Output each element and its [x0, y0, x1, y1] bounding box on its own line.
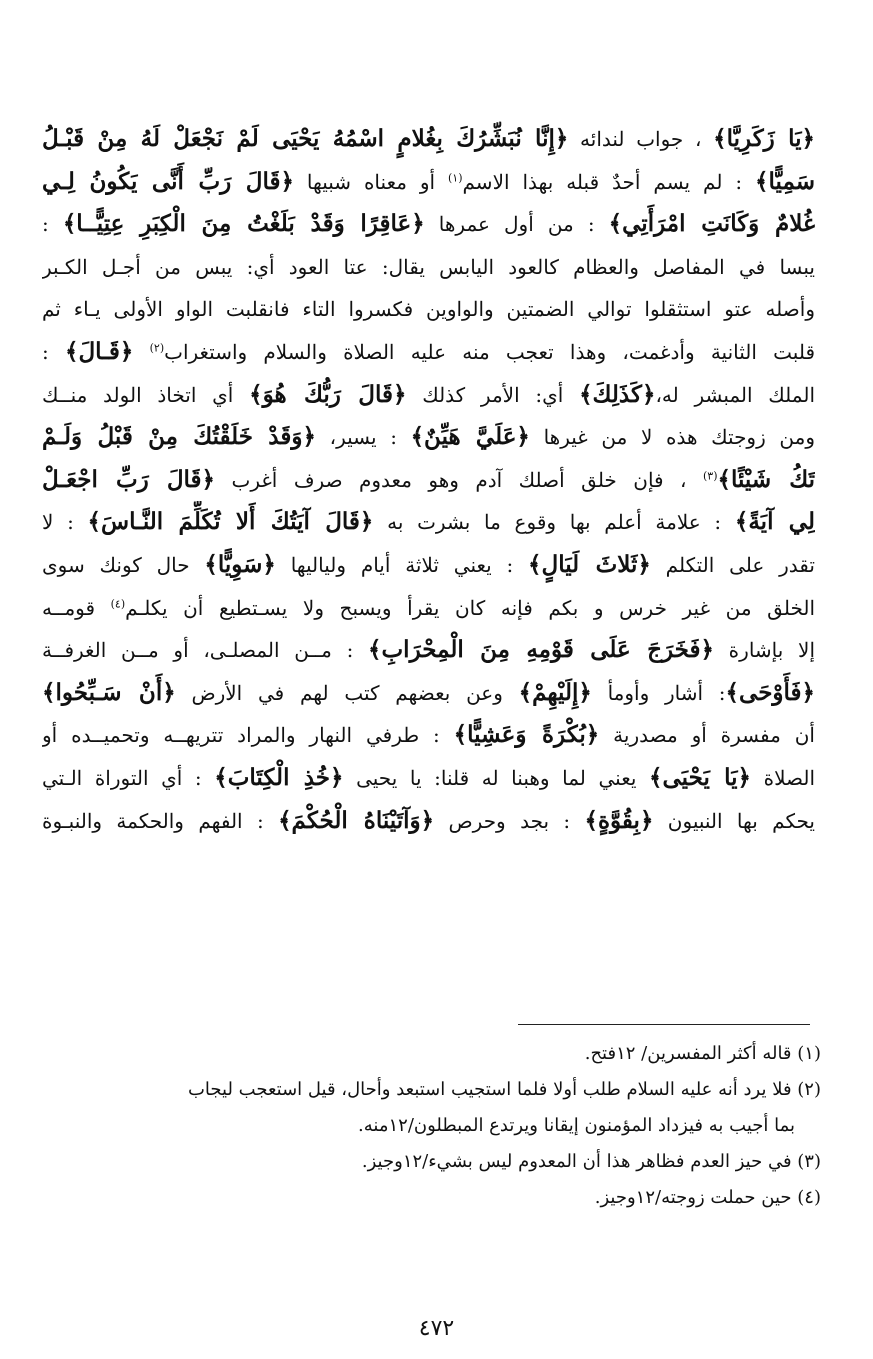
quran-quote: ﴿قَالَ رَبُّكَ هُوَ﴾ — [249, 380, 407, 408]
text-line — [42, 416, 815, 459]
text-line — [42, 288, 815, 331]
text-line — [42, 629, 815, 672]
commentary-span: : الفهم والحكمة والنبـوة — [42, 808, 279, 833]
commentary-span: يبسا في المفاصل والعظام كالعود اليابس يقال: عتا العود أي: يبس من أجـل الكـبر — [42, 254, 815, 279]
commentary-text — [42, 118, 815, 842]
text-line — [42, 544, 815, 587]
commentary-span: : يعني ثلاثة أيام ولياليها — [275, 552, 529, 577]
quran-quote: ﴿إِنَّا نُبَشِّرُكَ بِغُلامٍ اسْمُهُ يَحْيَى لَمْ نَجْعَلْ لَهُ مِنْ قَبْـلُ — [42, 125, 569, 152]
commentary-span: : لم يسم أحدٌ قبله بهذا الاسم — [462, 169, 756, 194]
quran-quote: ﴿يَا يَحْيَى﴾ — [649, 763, 752, 791]
text-line — [42, 757, 815, 800]
commentary-span: تقدر على التكلم — [650, 552, 815, 577]
quran-quote: تَكُ شَيْئًا﴾ — [717, 465, 815, 493]
footnote-ref: (٢) — [149, 341, 165, 355]
text-line — [42, 161, 815, 204]
commentary-span: الصلاة — [751, 765, 815, 790]
text-line — [42, 459, 815, 502]
quran-quote: ﴿وَقَدْ خَلَقْتُكَ مِنْ قَبْلُ وَلَـمْ — [42, 423, 316, 451]
commentary-span — [133, 340, 149, 364]
commentary-span: الملك المبشر له، — [655, 382, 815, 407]
quran-quote: ﴿يَا زَكَرِيَّا﴾ — [713, 125, 815, 152]
commentary-span: أي اتخاذ الولد منــك — [42, 382, 250, 407]
quran-quote: غُلامٌ وَكَانَتِ امْرَأَتِي﴾ — [608, 210, 815, 238]
quran-quote: ﴿قَالَ رَبِّ اجْعَـلْ — [42, 465, 216, 493]
commentary-span: : مــن المصلـى، أو مــن الغرفــة — [42, 638, 369, 663]
commentary-span: وأصله عتو استثقلوا توالي الضمتين والواوين فكسروا التاء فانقلبت الواو الأولى يـاء ثم — [42, 297, 815, 322]
footnotes — [42, 1036, 821, 1216]
commentary-span: إلا بإشارة — [713, 638, 815, 663]
footnote-3: (٣) في حيز العدم فظاهر هذا أن المعدوم ليس بشيء/١٢وجيز. — [361, 1151, 821, 1172]
text-line — [42, 374, 815, 417]
quran-quote: ﴿فَأَوْحَى﴾ — [725, 678, 815, 706]
commentary-span: حال كونك سوى — [42, 552, 205, 577]
footnote-ref: (٤) — [110, 596, 126, 610]
quran-quote: ﴿ثَلاثَ لَيَالٍ﴾ — [528, 550, 651, 578]
commentary-span: : علامة أعلم بها وقوع ما بشرت به — [373, 510, 735, 535]
page-number: ٤٧٢ — [418, 1316, 455, 1341]
commentary-span: وعن بعضهم كتب لهم في الأرض — [175, 680, 519, 705]
commentary-span: قومــه — [42, 595, 111, 620]
commentary-span: : — [42, 212, 63, 237]
commentary-span: : — [42, 339, 65, 364]
text-line — [42, 246, 815, 289]
footnote-1: (١) قاله أكثر المفسرين/ ١٢فتح. — [584, 1043, 821, 1064]
commentary-span: : أي التوراة الـتي — [42, 765, 215, 790]
commentary-span: قلبت الثانية وأدغمت، وهذا تعجب منه عليه الصلاة والسلام واستغراب — [164, 339, 815, 364]
commentary-span: : لا — [42, 510, 88, 535]
footnote-4: (٤) حين حملت زوجته/١٢وجيز. — [594, 1187, 821, 1208]
quran-quote: لِي آيَةً﴾ — [734, 508, 815, 536]
commentary-span: ، فإن خلق أصلك آدم وهو معدوم صرف أغرب — [215, 467, 703, 492]
text-line — [42, 800, 815, 843]
footnote-divider — [518, 1024, 810, 1025]
text-line — [42, 672, 815, 715]
quran-quote: ﴿بُكْرَةً وَعَشِيًّا﴾ — [453, 721, 600, 749]
text-line — [42, 203, 815, 246]
footnote-ref: (٣) — [702, 469, 718, 483]
commentary-span: ومن زوجتك هذه لا من غيرها — [529, 425, 815, 450]
commentary-span: أن مفسرة أو مصدرية — [599, 723, 815, 748]
commentary-span: أو معناه شبيها — [293, 169, 448, 194]
commentary-span: يحكم بها النبيون — [653, 808, 815, 833]
quran-quote: ﴿بِقُوَّةٍ﴾ — [584, 806, 654, 834]
quran-quote: ﴿وَآتَيْنَاهُ الْحُكْمَ﴾ — [278, 806, 435, 834]
quran-quote: ﴿قَالَ رَبِّ أَنَّى يَكُونُ لِـي — [42, 167, 294, 195]
text-line — [42, 118, 815, 161]
text-line — [42, 331, 815, 374]
quran-quote: ﴿إِلَيْهِمْ﴾ — [518, 678, 592, 706]
text-line — [42, 501, 815, 544]
commentary-span: يعني لما وهبنا له قلنا: يا يحيى — [343, 765, 650, 790]
quran-quote: ﴿عَاقِرًا وَقَدْ بَلَغْتُ مِنَ الْكِبَرِ عِتِيًّــا﴾ — [62, 210, 425, 238]
quran-quote: ﴿فَخَرَجَ عَلَى قَوْمِهِ مِنَ الْمِحْرَابِ﴾ — [368, 636, 714, 664]
commentary-span: : أشار وأومأ — [591, 680, 726, 705]
text-line — [42, 714, 815, 757]
commentary-span: : بجد وحرص — [434, 808, 585, 833]
commentary-span: أي: الأمر كذلك — [406, 382, 580, 407]
quran-quote: ﴿عَلَيَّ هَيِّنٌ﴾ — [410, 423, 530, 451]
footnote-2: (٢) فلا يرد أنه عليه السلام طلب أولا فلما استجيب استبعد وأحال، قيل استعجب ليجاب — [187, 1079, 821, 1100]
text-line — [42, 587, 815, 630]
quran-quote: ﴿قَالَ آيَتُكَ أَلا تُكَلِّمَ النَّـاسَ﴾ — [87, 508, 374, 536]
quran-quote: سَمِيًّا﴾ — [755, 167, 815, 195]
quran-quote: ﴿كَذَلِكَ﴾ — [579, 380, 656, 408]
quran-quote: ﴿قَـالَ﴾ — [64, 337, 134, 365]
quran-quote: ﴿سَوِيًّا﴾ — [204, 550, 276, 578]
commentary-span: : يسير، — [315, 425, 411, 450]
commentary-span: : طرفي النهار والمراد تتريهــه وتحميــده أو — [42, 723, 454, 748]
quran-quote: ﴿أَنْ سَـبِّحُوا﴾ — [42, 678, 176, 706]
commentary-span: : من أول عمرها — [424, 212, 609, 237]
footnote-2-continuation: بما أجيب به فيزداد المؤمنون إيقانا ويرتدع المبطلون/١٢منه. — [358, 1115, 795, 1136]
footnote-ref: (١) — [447, 170, 463, 184]
commentary-span: ، جواب لندائه — [568, 127, 714, 151]
commentary-span: الخلق من غير خرس و بكم فإنه كان يقرأ ويسبح ولا يسـتطيع أن يكلـم — [125, 595, 815, 620]
quran-quote: ﴿خُذِ الْكِتَابَ﴾ — [214, 763, 344, 791]
